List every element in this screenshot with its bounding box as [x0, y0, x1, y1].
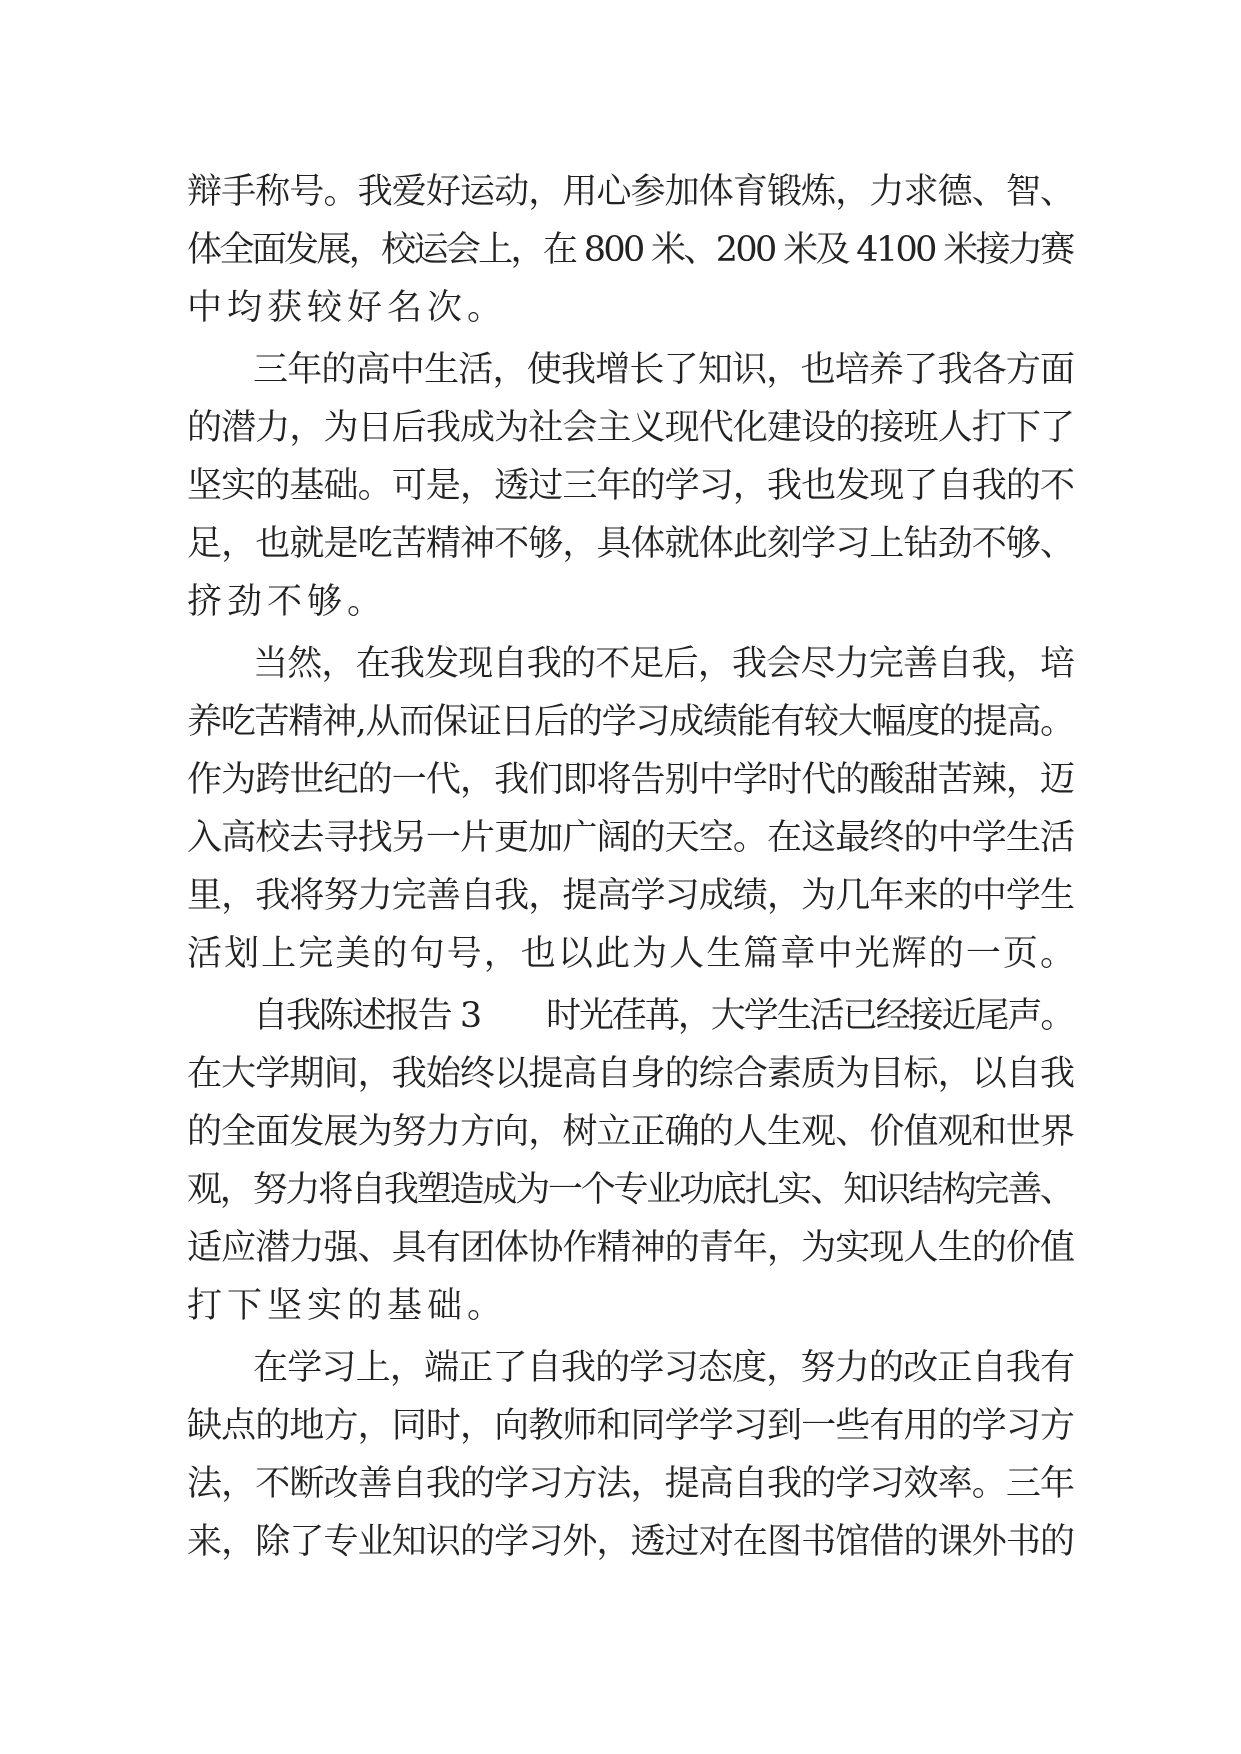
text-line: 当然，在我发现自我的不足后，我会尽力完善自我，培: [253, 644, 1075, 684]
text-line: 来，除了专业知识的学习外，透过对在图书馆借的课外书的: [187, 1522, 1075, 1562]
text-line: 观，努力将自我塑造成为一个专业功底扎实、知识结构完善、: [187, 1170, 1073, 1210]
text-line: 活划上完美的句号，也以此为人生篇章中光辉的一页。: [187, 934, 1078, 974]
text-line: 法，不断改善自我的学习方法，提高自我的学习效率。三年: [187, 1464, 1075, 1504]
text-line: 作为跨世纪的一代，我们即将告别中学时代的酸甜苦辣，迈: [187, 760, 1075, 800]
text-line: 养吃苦精神,从而保证日后的学习成绩能有较大幅度的提高。: [187, 702, 1074, 742]
text-line: 里，我将努力完善自我，提高学习成绩，为几年来的中学生: [187, 876, 1075, 916]
text-line: 足，也就是吃苦精神不够，具体就体此刻学习上钻劲不够、: [187, 524, 1075, 564]
text-line: 自我陈述报告 3 时光荏苒，大学生活已经接近尾声。: [253, 996, 1074, 1036]
text-line: 在大学期间，我始终以提高自身的综合素质为目标，以自我: [187, 1054, 1075, 1094]
text-line: 体全面发展，校运会上，在 800 米、200 米及 4100 米接力赛: [187, 230, 1073, 270]
text-line: 的全面发展为努力方向，树立正确的人生观、价值观和世界: [187, 1112, 1075, 1152]
text-line: 打下坚实的基础。: [187, 1286, 508, 1326]
text-line: 入高校去寻找另一片更加广阔的天空。在这最终的中学生活: [187, 818, 1075, 858]
text-line: 的潜力，为日后我成为社会主义现代化建设的接班人打下了: [187, 408, 1075, 448]
text-line: 适应潜力强、具有团体协作精神的青年，为实现人生的价值: [187, 1228, 1075, 1268]
text-line: 辩手称号。我爱好运动，用心参加体育锻炼，力求德、智、: [187, 172, 1075, 212]
text-line: 中均获较好名次。: [187, 288, 508, 328]
text-line: 缺点的地方，同时，向教师和同学学习到一些有用的学习方: [187, 1406, 1075, 1446]
text-line: 挤劲不够。: [187, 582, 388, 622]
text-line: 坚实的基础。可是，透过三年的学习，我也发现了自我的不: [187, 466, 1075, 506]
text-line: 三年的高中生活，使我增长了知识，也培养了我各方面: [253, 350, 1075, 390]
text-line: 在学习上，端正了自我的学习态度，努力的改正自我有: [253, 1348, 1075, 1388]
